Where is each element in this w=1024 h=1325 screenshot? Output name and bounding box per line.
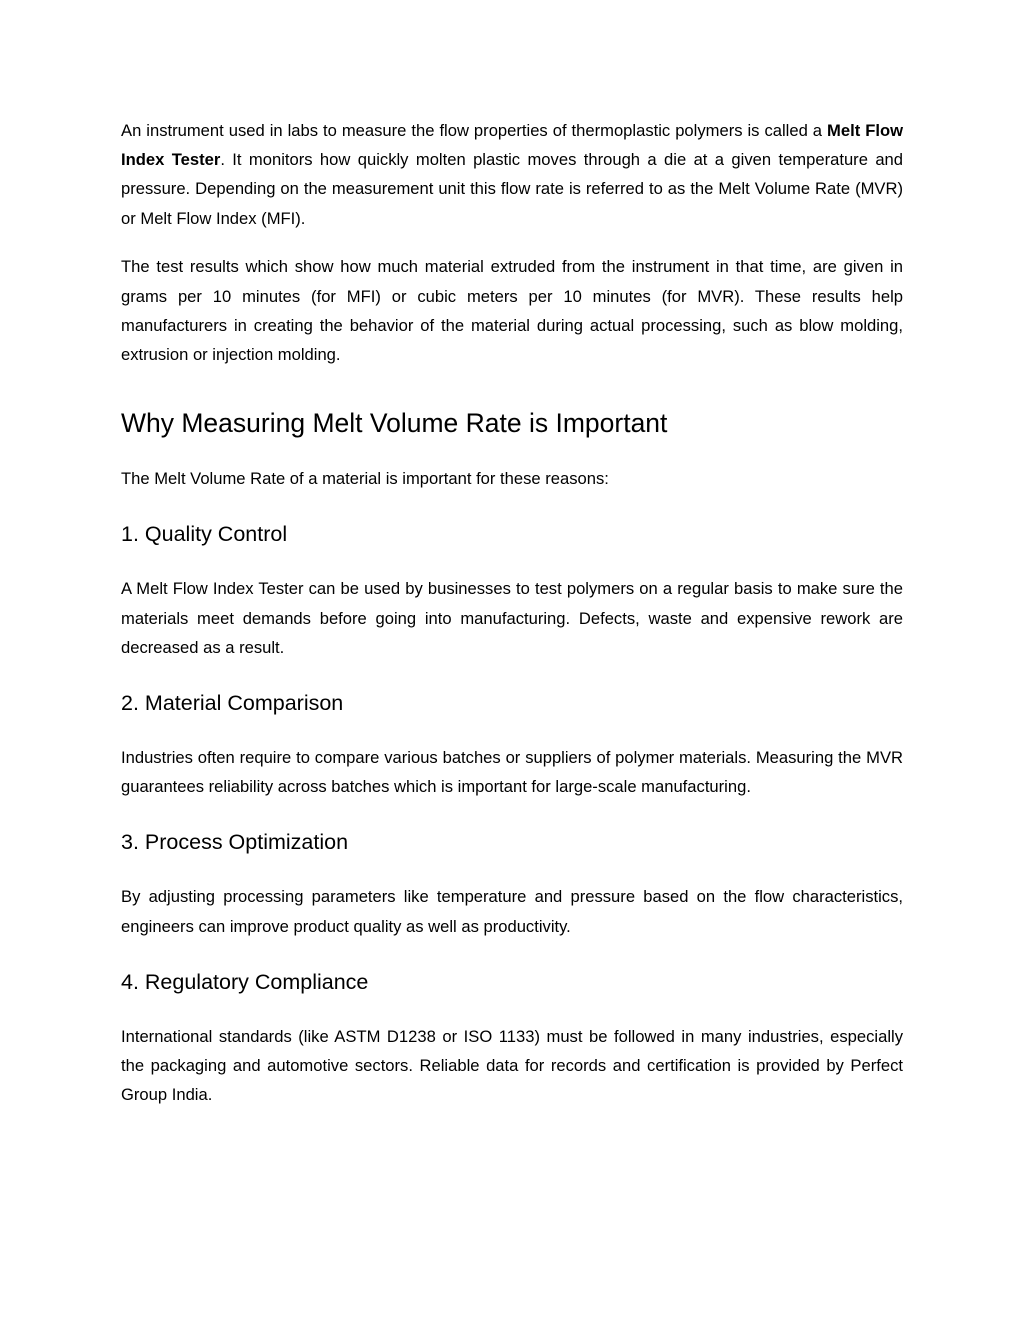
heading-regulatory-compliance: 4. Regulatory Compliance <box>121 969 369 994</box>
heading-process-optimization: 3. Process Optimization <box>121 830 349 855</box>
paragraph-material-comparison: Industries often require to compare various batches or suppliers of polymer materials. Measuring the MVR guarantees reliability across batches which is important for large-scale manufacturing. <box>121 747 903 797</box>
intro-text-after: . It monitors how quickly molten plastic moves through a die at a given temperature and pressure. Depending on the measurement unit this flow rate is referred to as the Melt Volume Rate (MVR) or Melt Flow Index (MFI). <box>121 150 904 228</box>
results-paragraph: The test results which show how much material extruded from the instrument in that time, are given in grams per 10 minutes (for MFI) or cubic meters per 10 minutes (for MVR). These results help manufacturers in creating the behavior of the material during actual processing, such as blow molding, extrusion or injection molding. <box>121 257 903 364</box>
heading-material-comparison: 2. Material Comparison <box>121 690 344 715</box>
document-page <box>121 116 903 1109</box>
intro-text-before: An instrument used in labs to measure the flow properties of thermoplastic polymers is called a <box>121 121 828 140</box>
section-heading: Why Measuring Melt Volume Rate is Important <box>121 408 668 439</box>
paragraph-process-optimization: By adjusting processing parameters like temperature and pressure based on the flow characteristics, engineers can improve product quality as well as productivity. <box>121 887 903 936</box>
heading-quality-control: 1. Quality Control <box>121 522 288 547</box>
intro-bold-term: Melt Flow Index Tester <box>121 121 903 170</box>
paragraph-quality-control: A Melt Flow Index Tester can be used by businesses to test polymers on a regular basis to make sure the materials meet demands before going into manufacturing. Defects, waste and expensive rework are decreased as a result. <box>121 579 903 657</box>
section-intro: The Melt Volume Rate of a material is important for these reasons: <box>121 469 609 489</box>
intro-paragraph <box>121 116 903 233</box>
paragraph-regulatory-compliance: International standards (like ASTM D1238 or ISO 1133) must be followed in many industries, especially the packaging and automotive sectors. Reliable data for records and certification is provided by Perfect Group India. <box>121 1026 903 1105</box>
